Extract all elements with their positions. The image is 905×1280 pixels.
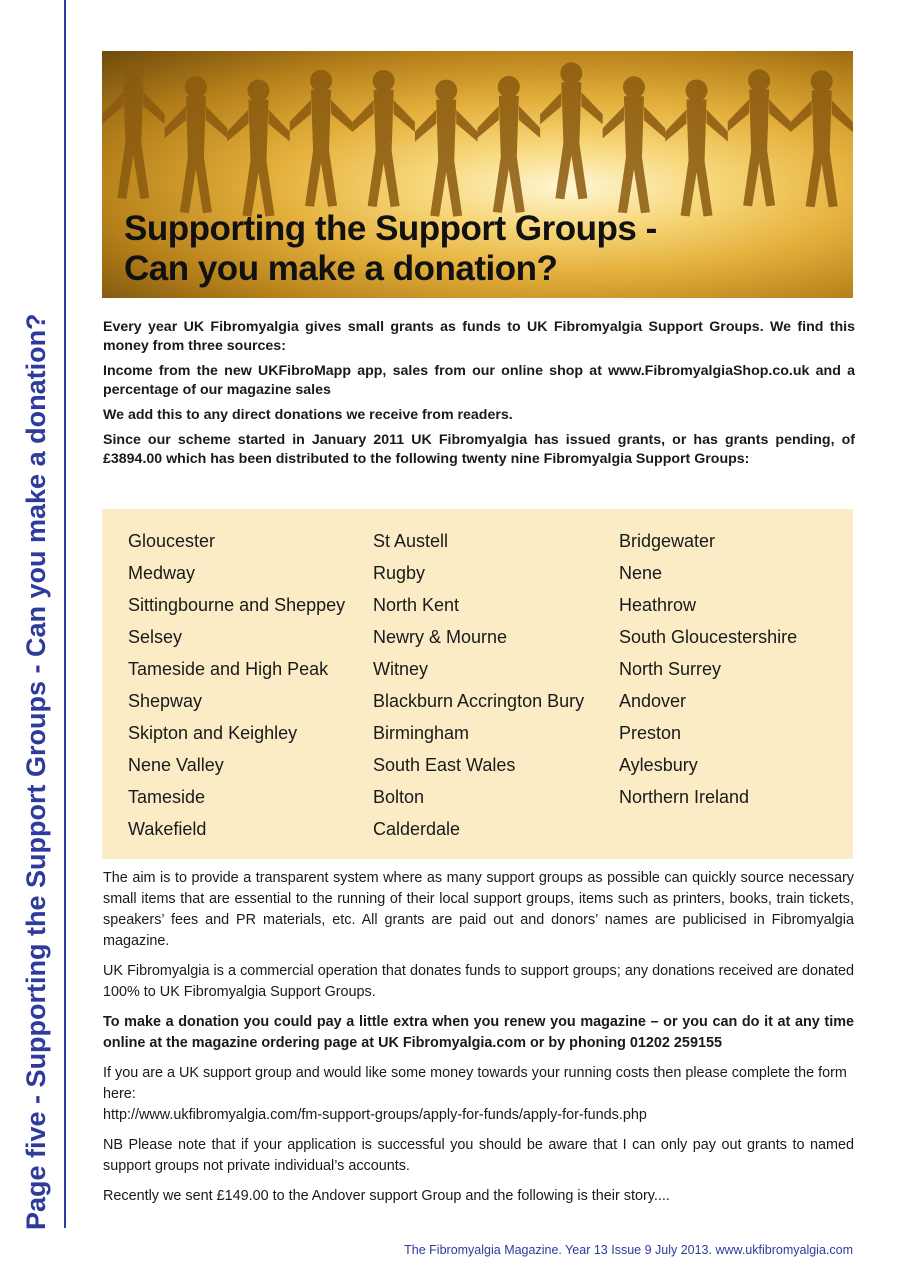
body-paragraph-apply bbox=[103, 1063, 854, 1126]
support-group-name: Heathrow bbox=[619, 595, 697, 615]
groups-column-2 bbox=[373, 525, 584, 845]
side-title: Page five - Supporting the Support Groups - Can you make a donation? bbox=[21, 313, 51, 1230]
body-paragraph-andover: Recently we sent £149.00 to the Andover support Group and the following is their story.... bbox=[103, 1188, 670, 1204]
support-group-name: Newry & Mourne bbox=[373, 627, 508, 647]
support-group-name: Rugby bbox=[373, 563, 426, 583]
page-footer: The Fibromyalgia Magazine. Year 13 Issue 9 July 2013. www.ukfibromyalgia.com bbox=[404, 1243, 853, 1257]
support-group-name: Nene bbox=[619, 563, 663, 583]
body-paragraph-commercial: UK Fibromyalgia is a commercial operation that donates funds to support groups; any donations received are donated 100% to UK Fibromyalgia Support Groups. bbox=[103, 963, 854, 1000]
support-group-name: South East Wales bbox=[373, 755, 516, 775]
title-line-2: Can you make a donation? bbox=[124, 249, 558, 288]
hero-banner bbox=[102, 51, 853, 298]
side-rule bbox=[64, 0, 66, 1228]
support-group-name: Andover bbox=[619, 691, 687, 711]
support-group-name: Bolton bbox=[373, 787, 425, 807]
support-group-name: Wakefield bbox=[128, 819, 207, 839]
body-section bbox=[103, 868, 854, 1216]
intro-section bbox=[103, 318, 855, 475]
groups-column-3 bbox=[619, 525, 797, 813]
support-group-name: Birmingham bbox=[373, 723, 470, 743]
support-group-name: St Austell bbox=[373, 531, 449, 551]
support-group-name: Bridgewater bbox=[619, 531, 716, 551]
apply-text: If you are a UK support group and would like some money towards your running costs then please complete the form here: bbox=[103, 1065, 847, 1102]
support-group-name: Preston bbox=[619, 723, 682, 743]
intro-paragraph: Since our scheme started in January 2011 UK Fibromyalgia has issued grants, or has grants pending, of £3894.00 which has been distributed to the following twenty nine Fibromyalgia Support Groups: bbox=[103, 432, 855, 467]
support-group-name: North Surrey bbox=[619, 659, 722, 679]
support-group-name: Aylesbury bbox=[619, 755, 698, 775]
support-group-name: Gloucester bbox=[128, 531, 216, 551]
support-group-name: Calderdale bbox=[373, 819, 461, 839]
support-group-name: Shepway bbox=[128, 691, 203, 711]
support-group-name: North Kent bbox=[373, 595, 460, 615]
support-group-name: Northern Ireland bbox=[619, 787, 750, 807]
body-paragraph-nb: NB Please note that if your application is successful you should be aware that I can only pay out grants to named support groups not private individual’s accounts. bbox=[103, 1137, 854, 1174]
groups-column-1 bbox=[128, 525, 345, 845]
body-paragraph-aim: The aim is to provide a transparent system where as many support groups as possible can quickly source necessary small items that are essential to the running of their local support groups, items such as printers, books, train tickets, speakers’ fees and PR materials, etc. All grants are paid out and donors’ names are publicised in Fibromyalgia magazine. bbox=[103, 870, 854, 949]
support-group-name: Medway bbox=[128, 563, 196, 583]
page-title bbox=[124, 209, 657, 289]
intro-paragraph: We add this to any direct donations we receive from readers. bbox=[103, 407, 513, 423]
apply-url-link[interactable]: http://www.ukfibromyalgia.com/fm-support-groups/apply-for-funds/apply-for-funds.php bbox=[103, 1107, 647, 1123]
body-paragraph-donate: To make a donation you could pay a little extra when you renew you magazine – or you can do it at any time online at the magazine ordering page at UK Fibromyalgia.com or by phoning 01202 259155 bbox=[103, 1014, 854, 1051]
intro-paragraph: Income from the new UKFibroMapp app, sales from our online shop at www.FibromyalgiaShop.co.uk and a percentage of our magazine sales bbox=[103, 363, 855, 398]
support-group-name: Skipton and Keighley bbox=[128, 723, 298, 743]
support-group-name: South Gloucestershire bbox=[619, 627, 798, 647]
support-group-name: Tameside and High Peak bbox=[128, 659, 329, 679]
support-group-name: Witney bbox=[373, 659, 429, 679]
title-line-1: Supporting the Support Groups - bbox=[124, 209, 657, 248]
support-group-name: Selsey bbox=[128, 627, 183, 647]
support-group-name: Tameside bbox=[128, 787, 206, 807]
support-groups-box bbox=[102, 509, 853, 859]
support-group-name: Blackburn Accrington Bury bbox=[373, 691, 585, 711]
intro-paragraph: Every year UK Fibromyalgia gives small grants as funds to UK Fibromyalgia Support Groups. We find this money from three sources: bbox=[103, 319, 855, 354]
support-group-name: Sittingbourne and Sheppey bbox=[128, 595, 346, 615]
support-group-name: Nene Valley bbox=[128, 755, 224, 775]
